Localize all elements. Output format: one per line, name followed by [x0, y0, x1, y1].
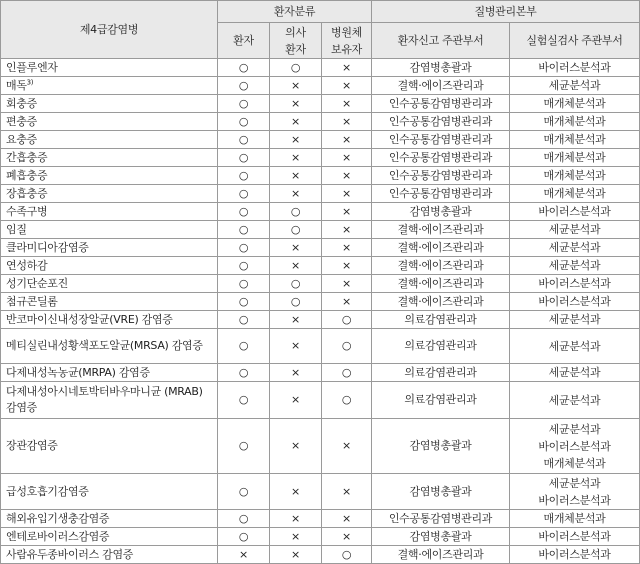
report-dept: 결핵·에이즈관리과: [372, 77, 510, 95]
table-row: [1, 364, 640, 382]
lab-dept: [510, 419, 640, 474]
patient-mark: ○: [218, 329, 270, 364]
suspect-mark: ×: [270, 257, 322, 275]
carrier-mark: ×: [322, 419, 372, 474]
table-row: [1, 510, 640, 528]
patient-mark: ○: [218, 239, 270, 257]
suspect-mark: ○: [270, 275, 322, 293]
carrier-mark: ×: [322, 131, 372, 149]
table-row: [1, 113, 640, 131]
carrier-mark: ×: [322, 113, 372, 131]
patient-mark: ○: [218, 293, 270, 311]
patient-mark: ○: [218, 77, 270, 95]
suspect-mark: ×: [270, 239, 322, 257]
suspect-mark: ×: [270, 546, 322, 564]
suspect-mark: ×: [270, 95, 322, 113]
lab-dept: [510, 275, 640, 293]
carrier-mark: ×: [322, 167, 372, 185]
disease-name: 수족구병: [1, 203, 218, 221]
report-dept: 의료감염관리과: [372, 311, 510, 329]
lab-dept: [510, 95, 640, 113]
lab-dept-line: 바이러스분석과: [538, 493, 611, 507]
report-dept: 감염병총괄과: [372, 474, 510, 510]
lab-dept-line: 매개체분석과: [543, 133, 606, 146]
patient-mark: ○: [218, 419, 270, 474]
patient-mark: ○: [218, 167, 270, 185]
footnote-mark: 3): [26, 77, 34, 86]
lab-dept-line: 매개체분석과: [543, 512, 606, 525]
suspect-mark: ×: [270, 329, 322, 364]
table-row: [1, 546, 640, 564]
report-dept: 결핵·에이즈관리과: [372, 221, 510, 239]
patient-mark: ○: [218, 59, 270, 77]
table-row: [1, 293, 640, 311]
patient-mark: ○: [218, 185, 270, 203]
lab-dept: [510, 546, 640, 564]
patient-mark: ○: [218, 364, 270, 382]
table-row: [1, 275, 640, 293]
disease-name: 첨규콘딜롬: [1, 293, 218, 311]
suspect-mark: ×: [270, 528, 322, 546]
lab-dept: [510, 382, 640, 419]
lab-dept-line: 세균분석과: [548, 339, 601, 353]
carrier-mark: ×: [322, 221, 372, 239]
carrier-mark: ×: [322, 293, 372, 311]
carrier-mark: ×: [322, 257, 372, 275]
patient-mark: ○: [218, 113, 270, 131]
lab-dept-line: 세균분석과: [548, 259, 601, 272]
carrier-mark: ×: [322, 77, 372, 95]
carrier-mark: ×: [322, 510, 372, 528]
lab-dept: [510, 77, 640, 95]
carrier-mark: ×: [322, 203, 372, 221]
carrier-mark: ○: [322, 382, 372, 419]
table-body: [1, 59, 640, 564]
suspect-mark: ○: [270, 59, 322, 77]
patient-mark: ×: [218, 546, 270, 564]
report-dept: 결핵·에이즈관리과: [372, 239, 510, 257]
lab-dept: [510, 185, 640, 203]
disease-name: 클라미디아감염증: [1, 239, 218, 257]
table-row: [1, 59, 640, 77]
lab-dept: [510, 474, 640, 510]
suspect-mark: ×: [270, 149, 322, 167]
lab-dept: [510, 59, 640, 77]
report-dept: 인수공통감염병관리과: [372, 95, 510, 113]
patient-mark: ○: [218, 275, 270, 293]
patient-mark: ○: [218, 311, 270, 329]
suspect-mark: ×: [270, 311, 322, 329]
report-dept: 인수공통감염병관리과: [372, 113, 510, 131]
disease-name: 임질: [1, 221, 218, 239]
lab-dept-line: 바이러스분석과: [538, 61, 611, 74]
disease-name: 요충증: [1, 131, 218, 149]
disease-name: 간흡충증: [1, 149, 218, 167]
lab-dept: [510, 131, 640, 149]
lab-dept-line: 바이러스분석과: [538, 548, 611, 561]
disease-name: 엔테로바이러스감염증: [1, 528, 218, 546]
report-dept: 감염병총괄과: [372, 59, 510, 77]
lab-dept: [510, 113, 640, 131]
patient-mark: ○: [218, 221, 270, 239]
carrier-mark: ○: [322, 311, 372, 329]
table-row: [1, 203, 640, 221]
disease-name: 폐흡충증: [1, 167, 218, 185]
report-dept: 인수공통감염병관리과: [372, 510, 510, 528]
disease-name: 해외유입기생충감염증: [1, 510, 218, 528]
table-row: [1, 239, 640, 257]
table-row: [1, 185, 640, 203]
lab-dept-line: 바이러스분석과: [538, 205, 611, 218]
lab-dept: [510, 293, 640, 311]
lab-dept: [510, 329, 640, 364]
lab-dept: [510, 364, 640, 382]
disease-name: 급성호흡기감염증: [1, 474, 218, 510]
report-dept: 인수공통감염병관리과: [372, 131, 510, 149]
report-dept: 의료감염관리과: [372, 364, 510, 382]
suspect-mark: ×: [270, 474, 322, 510]
suspect-mark: ×: [270, 131, 322, 149]
lab-dept: [510, 239, 640, 257]
disease-name: 메티실린내성황색포도알균(MRSA) 감염증: [1, 329, 218, 364]
disease-name: 반코마이신내성장알균(VRE) 감염증: [1, 311, 218, 329]
table-row: [1, 474, 640, 510]
suspect-mark: ○: [270, 221, 322, 239]
lab-dept: [510, 203, 640, 221]
disease-name: 사람유두종바이러스 감염증: [1, 546, 218, 564]
lab-dept: [510, 149, 640, 167]
carrier-mark: ○: [322, 364, 372, 382]
disease-name: 다제내성녹농균(MRPA) 감염증: [1, 364, 218, 382]
lab-dept-line: 세균분석과: [548, 79, 601, 92]
report-dept: 인수공통감염병관리과: [372, 185, 510, 203]
header-suspect: 의사 환자: [270, 23, 322, 59]
carrier-mark: ×: [322, 95, 372, 113]
lab-dept-line: 바이러스분석과: [538, 530, 611, 543]
patient-mark: ○: [218, 474, 270, 510]
disease-name: 성기단순포진: [1, 275, 218, 293]
lab-dept-line: 세균분석과: [548, 422, 601, 436]
report-dept: 결핵·에이즈관리과: [372, 275, 510, 293]
lab-dept: [510, 311, 640, 329]
suspect-mark: ○: [270, 293, 322, 311]
lab-dept-line: 세균분석과: [548, 241, 601, 254]
suspect-mark: ×: [270, 167, 322, 185]
carrier-mark: ×: [322, 59, 372, 77]
disease-name: 편충증: [1, 113, 218, 131]
report-dept: 인수공통감염병관리과: [372, 167, 510, 185]
suspect-mark: ○: [270, 203, 322, 221]
disease-name: 다제내성아시네토박터바우마니균 (MRAB) 감염증: [1, 382, 218, 419]
lab-dept-line: 매개체분석과: [543, 151, 606, 164]
report-dept: 감염병총괄과: [372, 528, 510, 546]
table-row: [1, 131, 640, 149]
lab-dept-line: 매개체분석과: [543, 97, 606, 110]
lab-dept: [510, 510, 640, 528]
table-row: [1, 77, 640, 95]
carrier-mark: ×: [322, 275, 372, 293]
carrier-mark: ○: [322, 546, 372, 564]
report-dept: 감염병총괄과: [372, 419, 510, 474]
table-row: [1, 382, 640, 419]
report-dept: 결핵·에이즈관리과: [372, 293, 510, 311]
table-row: [1, 419, 640, 474]
lab-dept-line: 세균분석과: [548, 393, 601, 407]
table-row: [1, 329, 640, 364]
disease-name: 회충증: [1, 95, 218, 113]
lab-dept: [510, 221, 640, 239]
disease-name: 장흡충증: [1, 185, 218, 203]
header-disease: 제4급감염병: [1, 1, 218, 59]
lab-dept-line: 바이러스분석과: [538, 277, 611, 290]
lab-dept-line: 매개체분석과: [543, 187, 606, 200]
patient-mark: ○: [218, 95, 270, 113]
disease-name: 매독$^{3)}$: [1, 77, 218, 95]
table-row: [1, 311, 640, 329]
patient-mark: ○: [218, 382, 270, 419]
table-row: [1, 95, 640, 113]
disease-name: 인플루엔자: [1, 59, 218, 77]
header-lab-dept: 실험실검사 주관부서: [510, 23, 640, 59]
lab-dept-line: 매개체분석과: [543, 456, 606, 470]
suspect-mark: ×: [270, 113, 322, 131]
carrier-mark: ×: [322, 474, 372, 510]
lab-dept-line: 매개체분석과: [543, 115, 606, 128]
lab-dept-line: 세균분석과: [548, 223, 601, 236]
disease-name: 연성하감: [1, 257, 218, 275]
lab-dept-line: 바이러스분석과: [538, 439, 611, 453]
carrier-mark: ×: [322, 239, 372, 257]
lab-dept-line: 세균분석과: [548, 476, 601, 490]
report-dept: 결핵·에이즈관리과: [372, 546, 510, 564]
carrier-mark: ×: [322, 149, 372, 167]
lab-dept: [510, 167, 640, 185]
lab-dept-line: 세균분석과: [548, 313, 601, 326]
suspect-mark: ×: [270, 510, 322, 528]
lab-dept-line: 매개체분석과: [543, 169, 606, 182]
patient-mark: ○: [218, 149, 270, 167]
carrier-mark: ×: [322, 185, 372, 203]
patient-mark: ○: [218, 528, 270, 546]
report-dept: 결핵·에이즈관리과: [372, 257, 510, 275]
patient-mark: ○: [218, 131, 270, 149]
header-carrier: 병원체 보유자: [322, 23, 372, 59]
table-row: [1, 149, 640, 167]
header-report-dept: 환자신고 주관부서: [372, 23, 510, 59]
table-row: [1, 528, 640, 546]
patient-mark: ○: [218, 203, 270, 221]
header-patient: 환자: [218, 23, 270, 59]
carrier-mark: ○: [322, 329, 372, 364]
disease-name: 장관감염증: [1, 419, 218, 474]
report-dept: 인수공통감염병관리과: [372, 149, 510, 167]
lab-dept: [510, 528, 640, 546]
table-row: [1, 257, 640, 275]
table-row: [1, 167, 640, 185]
lab-dept: [510, 257, 640, 275]
patient-mark: ○: [218, 257, 270, 275]
suspect-mark: ×: [270, 364, 322, 382]
report-dept: 의료감염관리과: [372, 329, 510, 364]
header-patient-class: 환자분류: [218, 1, 372, 23]
report-dept: 의료감염관리과: [372, 382, 510, 419]
table-row: [1, 221, 640, 239]
carrier-mark: ×: [322, 528, 372, 546]
header-hq: 질병관리본부: [372, 1, 640, 23]
suspect-mark: ×: [270, 185, 322, 203]
suspect-mark: ×: [270, 419, 322, 474]
patient-mark: ○: [218, 510, 270, 528]
lab-dept-line: 세균분석과: [548, 366, 601, 379]
suspect-mark: ×: [270, 382, 322, 419]
report-dept: 감염병총괄과: [372, 203, 510, 221]
lab-dept-line: 바이러스분석과: [538, 295, 611, 308]
suspect-mark: ×: [270, 77, 322, 95]
